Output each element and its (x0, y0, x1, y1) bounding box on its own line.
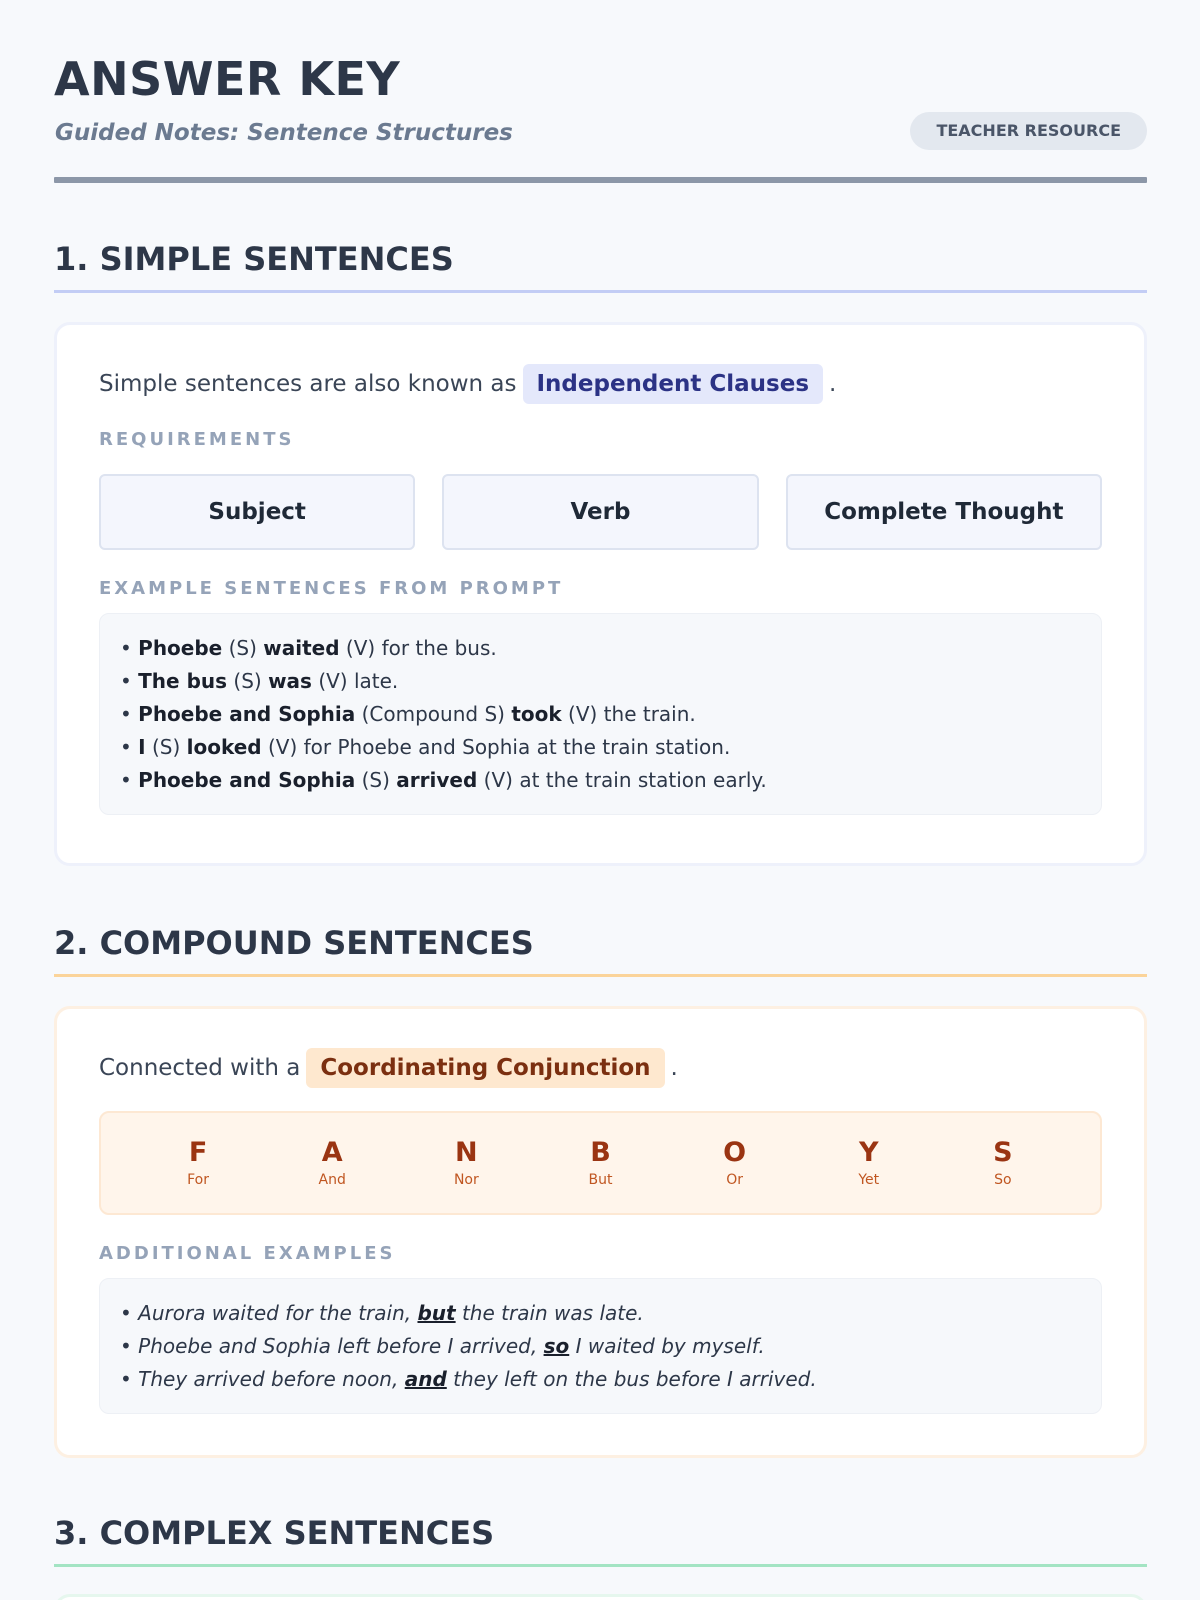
section-title-simple: 1. SIMPLE SENTENCES (54, 240, 1147, 293)
section-title-complex: 3. COMPLEX SENTENCES (54, 1514, 1147, 1567)
fanboys-but: B But (588, 1137, 613, 1188)
simple-example-2: • The bus (S) was (V) late. (120, 669, 399, 693)
simple-sentences-card (54, 322, 1147, 866)
answer-key-page (54, 0, 1147, 1552)
header (54, 0, 1147, 186)
teacher-resource-badge: TEACHER RESOURCE (910, 112, 1147, 150)
simple-example-5: • Phoebe and Sophia (S) arrived (V) at the train station early. (120, 768, 767, 792)
section-title-compound: 2. COMPOUND SENTENCES (54, 924, 1147, 977)
requirements-label: REQUIREMENTS (99, 429, 295, 450)
simple-example-4: • I (S) looked (V) for Phoebe and Sophia at the train station. (120, 735, 731, 759)
simple-intro-prefix: Simple sentences are also known as (99, 371, 517, 397)
simple-example-3: • Phoebe and Sophia (Compound S) took (V) the train. (120, 702, 696, 726)
compound-example-1: • Aurora waited for the train, but the train was late. (120, 1301, 644, 1325)
compound-intro-suffix: . (670, 1055, 678, 1081)
simple-intro-suffix: . (829, 371, 837, 397)
page-subtitle: Guided Notes: Sentence Structures (55, 120, 513, 146)
simple-examples-box (99, 613, 1102, 815)
simple-example-1: • Phoebe (S) waited (V) for the bus. (120, 636, 497, 660)
requirement-verb: Verb (442, 474, 758, 550)
simple-intro (99, 363, 1102, 405)
header-divider (54, 177, 1147, 183)
compound-intro (99, 1047, 1102, 1089)
fanboys-or: O Or (723, 1137, 747, 1188)
compound-sentences-card (54, 1006, 1147, 1458)
simple-examples-label: EXAMPLE SENTENCES FROM PROMPT (99, 578, 564, 599)
fanboys-yet: Y Yet (858, 1137, 880, 1188)
fanboys-row (99, 1111, 1102, 1215)
page-title: ANSWER KEY (54, 52, 401, 106)
compound-examples-label: ADDITIONAL EXAMPLES (99, 1243, 396, 1264)
fanboys-nor: N Nor (453, 1137, 479, 1188)
requirements-row (99, 474, 1102, 550)
compound-examples-box (99, 1278, 1102, 1414)
complex-sentences-card (54, 1594, 1147, 1600)
compound-intro-prefix: Connected with a (99, 1055, 301, 1081)
requirement-subject: Subject (99, 474, 415, 550)
fanboys-and: A And (318, 1137, 346, 1188)
compound-example-3: • They arrived before noon, and they left on the bus before I arrived. (120, 1367, 817, 1391)
compound-example-2: • Phoebe and Sophia left before I arrived, so I waited by myself. (120, 1334, 765, 1358)
fanboys-for: F For (187, 1137, 209, 1188)
coordinating-conjunction-term: Coordinating Conjunction (306, 1048, 664, 1088)
requirement-complete-thought: Complete Thought (786, 474, 1102, 550)
independent-clauses-term: Independent Clauses (523, 364, 824, 404)
fanboys-so: S So (993, 1137, 1013, 1188)
